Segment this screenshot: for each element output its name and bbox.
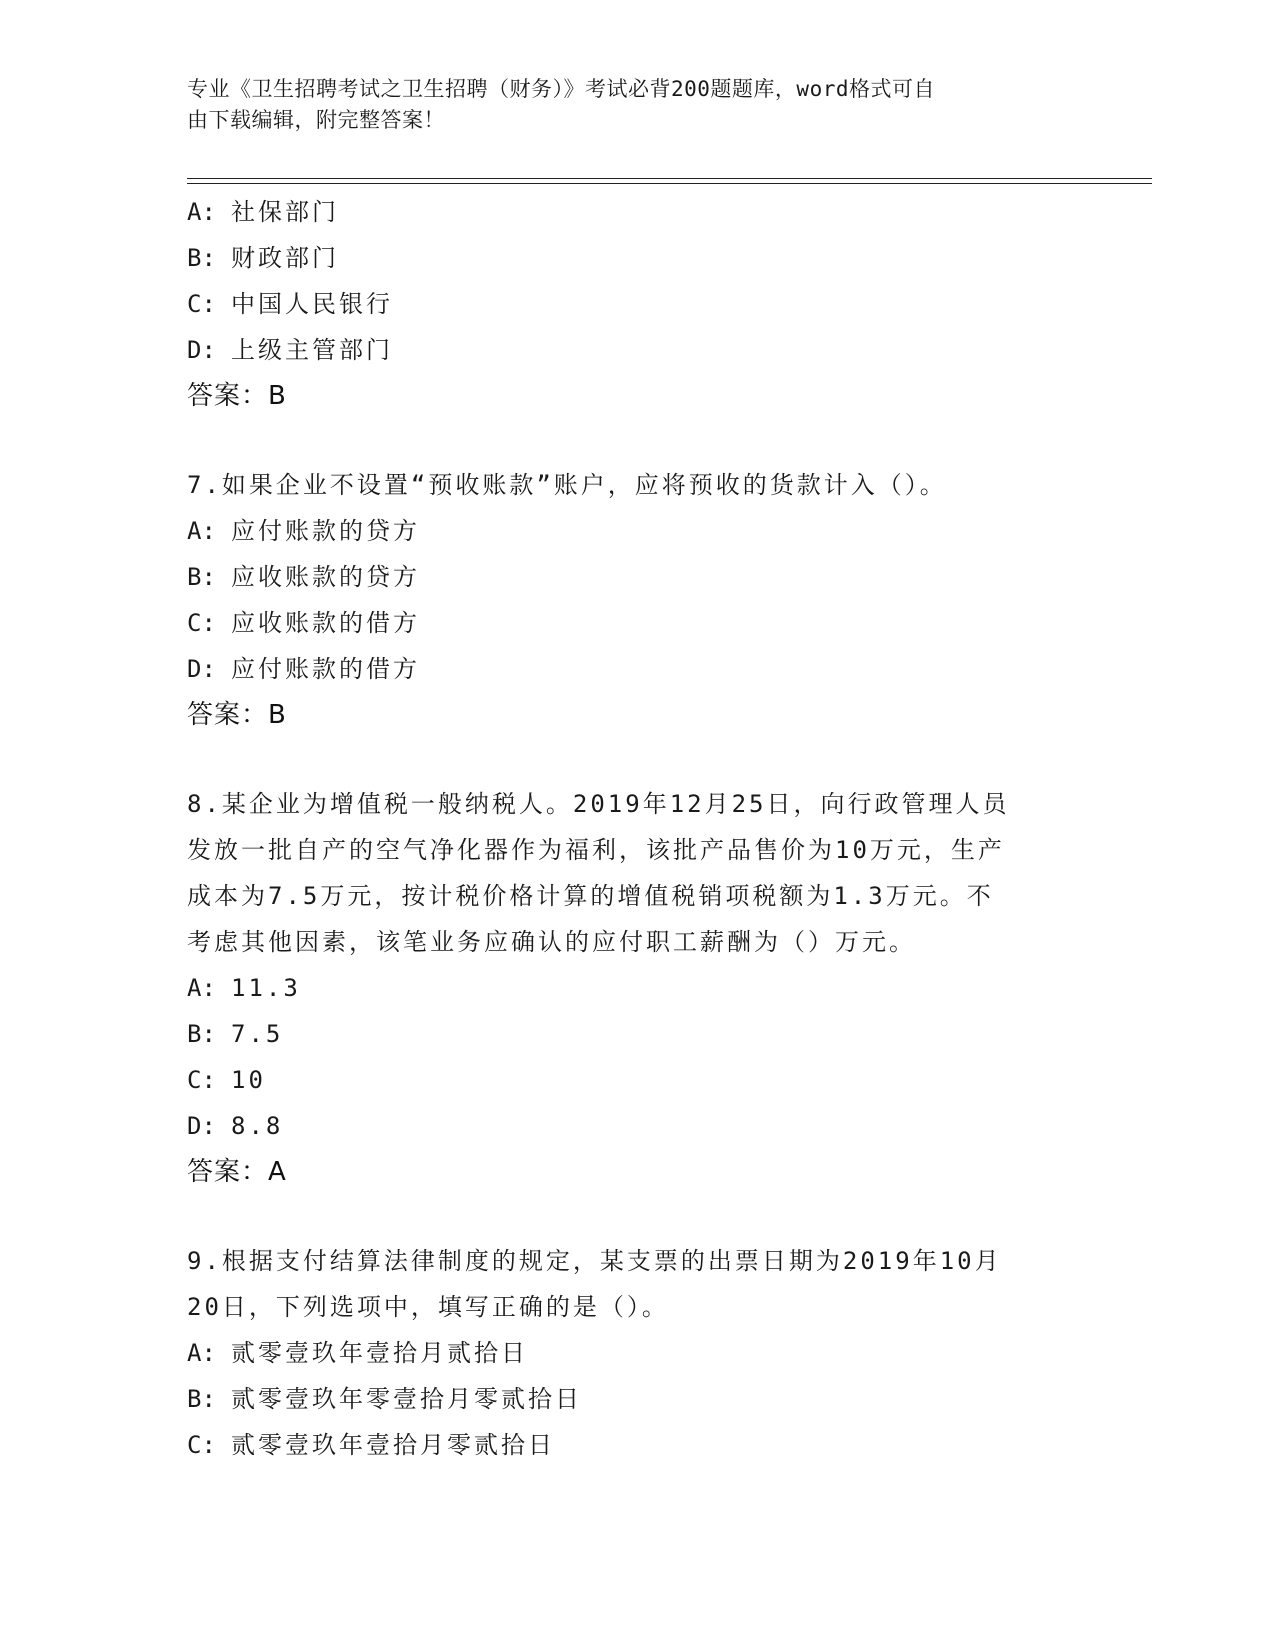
option-letter: B:	[187, 563, 216, 591]
option-a	[187, 189, 1087, 235]
option-letter: A:	[187, 517, 216, 545]
option-letter: B:	[187, 1385, 216, 1413]
question-text	[187, 1238, 1067, 1330]
question-8	[187, 781, 1087, 1195]
question-7	[187, 462, 1087, 738]
option-text: 贰零壹玖年壹拾月贰拾日	[231, 1339, 528, 1367]
answer-line: 答案：B	[187, 700, 287, 730]
option-text: 中国人民银行	[231, 290, 393, 318]
document-header	[187, 74, 1067, 136]
option-a	[187, 965, 1087, 1011]
header-divider-top	[187, 178, 1152, 179]
answer-line: 答案：A	[187, 1157, 287, 1187]
question-list	[187, 189, 1087, 1468]
question-continuation	[187, 189, 1087, 419]
option-letter: C:	[187, 1431, 216, 1459]
option-b	[187, 554, 1087, 600]
spacer	[187, 738, 1087, 781]
option-text: 应付账款的贷方	[231, 517, 420, 545]
option-letter: D:	[187, 1112, 216, 1140]
option-text: 贰零壹玖年零壹拾月零贰拾日	[231, 1385, 582, 1413]
option-c	[187, 600, 1087, 646]
question-text	[187, 781, 1067, 965]
option-letter: C:	[187, 1066, 216, 1094]
option-letter: A:	[187, 974, 216, 1002]
option-letter: D:	[187, 336, 216, 364]
option-letter: A:	[187, 1339, 216, 1367]
option-b	[187, 1376, 1087, 1422]
option-text: 应收账款的借方	[231, 609, 420, 637]
option-text: 贰零壹玖年壹拾月零贰拾日	[231, 1431, 555, 1459]
option-letter: C:	[187, 290, 216, 318]
option-letter: A:	[187, 198, 216, 226]
question-text-line: 发放一批自产的空气净化器作为福利，该批产品售价为10万元，生产	[187, 836, 1005, 864]
option-d	[187, 1103, 1087, 1149]
option-text: 8.8	[231, 1112, 284, 1140]
question-text-line: 成本为7.5万元，按计税价格计算的增值税销项税额为1.3万元。不	[187, 882, 994, 910]
header-line-2: 由下载编辑，附完整答案！	[187, 108, 445, 132]
option-letter: B:	[187, 244, 216, 272]
question-text-line: 8.某企业为增值税一般纳税人。2019年12月25日，向行政管理人员	[187, 790, 1010, 818]
question-text-line: 20日，下列选项中，填写正确的是（）。	[187, 1293, 669, 1321]
option-b	[187, 1011, 1087, 1057]
option-text: 应收账款的贷方	[231, 563, 420, 591]
spacer	[187, 1195, 1087, 1238]
question-text	[187, 462, 1067, 508]
option-text: 财政部门	[231, 244, 339, 272]
option-c	[187, 281, 1087, 327]
question-9	[187, 1238, 1087, 1468]
option-text: 社保部门	[231, 198, 339, 226]
option-text: 7.5	[231, 1020, 284, 1048]
spacer	[187, 419, 1087, 462]
option-c	[187, 1422, 1087, 1468]
option-a	[187, 508, 1087, 554]
option-c	[187, 1057, 1087, 1103]
question-text-line: 7.如果企业不设置“预收账款”账户，应将预收的货款计入（）。	[187, 471, 947, 499]
option-a	[187, 1330, 1087, 1376]
header-line-1: 专业《卫生招聘考试之卫生招聘（财务）》考试必背200题题库，word格式可自	[187, 77, 935, 101]
header-divider-bottom	[187, 183, 1152, 184]
option-text: 上级主管部门	[231, 336, 393, 364]
option-letter: C:	[187, 609, 216, 637]
option-d	[187, 327, 1087, 373]
option-b	[187, 235, 1087, 281]
option-d	[187, 646, 1087, 692]
option-letter: B:	[187, 1020, 216, 1048]
option-letter: D:	[187, 655, 216, 683]
question-text-line: 考虑其他因素，该笔业务应确认的应付职工薪酬为（）万元。	[187, 928, 916, 956]
option-text: 应付账款的借方	[231, 655, 420, 683]
question-text-line: 9.根据支付结算法律制度的规定，某支票的出票日期为2019年10月	[187, 1247, 1002, 1275]
answer-line: 答案：B	[187, 381, 287, 411]
option-text: 11.3	[231, 974, 301, 1002]
option-text: 10	[231, 1066, 266, 1094]
